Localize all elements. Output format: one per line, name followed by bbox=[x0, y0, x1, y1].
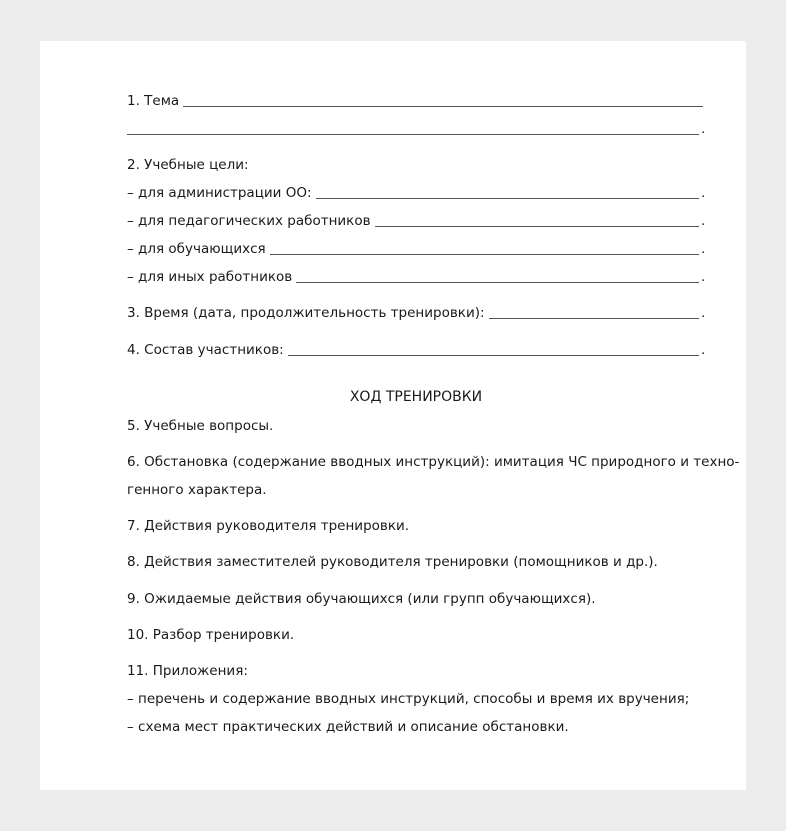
goal-others-period: . bbox=[701, 269, 706, 285]
goal-teachers-period: . bbox=[701, 213, 706, 229]
topic-field-line-1[interactable] bbox=[183, 94, 703, 107]
item-11-a-text: – перечень и содержание вводных инструкций, способы и время их вручения; bbox=[127, 691, 690, 707]
item-11-b bbox=[127, 718, 705, 736]
item-5-text: 5. Учебные вопросы. bbox=[127, 418, 274, 434]
item-5 bbox=[127, 417, 705, 435]
goal-admin-field[interactable] bbox=[316, 186, 699, 199]
section-heading bbox=[127, 388, 705, 406]
goal-students-row bbox=[127, 240, 705, 258]
goal-students-label: – для обучающихся bbox=[127, 241, 266, 257]
item-7 bbox=[127, 517, 705, 535]
participants-row bbox=[127, 341, 705, 359]
document-page bbox=[40, 41, 746, 790]
item-8-text: 8. Действия заместителей руководителя тренировки (помощников и др.). bbox=[127, 554, 658, 570]
item-9 bbox=[127, 590, 705, 608]
item-11-a bbox=[127, 690, 705, 708]
item-8 bbox=[127, 553, 705, 571]
item-9-text: 9. Ожидаемые действия обучающихся (или групп обучающихся). bbox=[127, 591, 596, 607]
item-11-text: 11. Приложения: bbox=[127, 663, 248, 679]
item-6-line-1 bbox=[127, 453, 740, 471]
progress-heading: ХОД ТРЕНИРОВКИ bbox=[349, 389, 483, 405]
goal-students-field[interactable] bbox=[270, 242, 699, 255]
goal-others-label: – для иных работников bbox=[127, 269, 293, 285]
item-11 bbox=[127, 662, 705, 680]
topic-row-2 bbox=[127, 120, 705, 138]
goal-admin-period: . bbox=[701, 185, 706, 201]
time-period: . bbox=[701, 305, 706, 321]
topic-field-line-2[interactable] bbox=[127, 122, 699, 135]
time-field[interactable] bbox=[489, 306, 699, 319]
topic-period: . bbox=[701, 121, 706, 137]
goals-label: 2. Учебные цели: bbox=[127, 157, 249, 173]
goal-teachers-label: – для педагогических работников bbox=[127, 213, 371, 229]
goal-others-field[interactable] bbox=[296, 270, 699, 283]
goal-teachers-row bbox=[127, 212, 705, 230]
item-7-text: 7. Действия руководителя тренировки. bbox=[127, 518, 410, 534]
goals-heading bbox=[127, 156, 705, 174]
topic-row bbox=[127, 92, 705, 110]
goal-admin-label: – для администрации ОО: bbox=[127, 185, 312, 201]
goal-admin-row bbox=[127, 184, 705, 202]
item-6-text-2: генного характера. bbox=[127, 482, 267, 498]
topic-label: 1. Тема bbox=[127, 93, 180, 109]
item-11-b-text: – схема мест практических действий и описание обстановки. bbox=[127, 719, 569, 735]
goal-teachers-field[interactable] bbox=[375, 214, 699, 227]
participants-period: . bbox=[701, 342, 706, 358]
item-6-text-1: 6. Обстановка (содержание вводных инструкций): имитация ЧС природного и техно- bbox=[127, 454, 740, 470]
item-10-text: 10. Разбор тренировки. bbox=[127, 627, 295, 643]
goal-students-period: . bbox=[701, 241, 706, 257]
item-10 bbox=[127, 626, 705, 644]
goal-others-row bbox=[127, 268, 705, 286]
participants-label: 4. Состав участников: bbox=[127, 342, 284, 358]
time-label: 3. Время (дата, продолжительность тренировки): bbox=[127, 305, 485, 321]
participants-field[interactable] bbox=[288, 343, 699, 356]
item-6-line-2 bbox=[127, 481, 705, 499]
time-row bbox=[127, 304, 705, 322]
